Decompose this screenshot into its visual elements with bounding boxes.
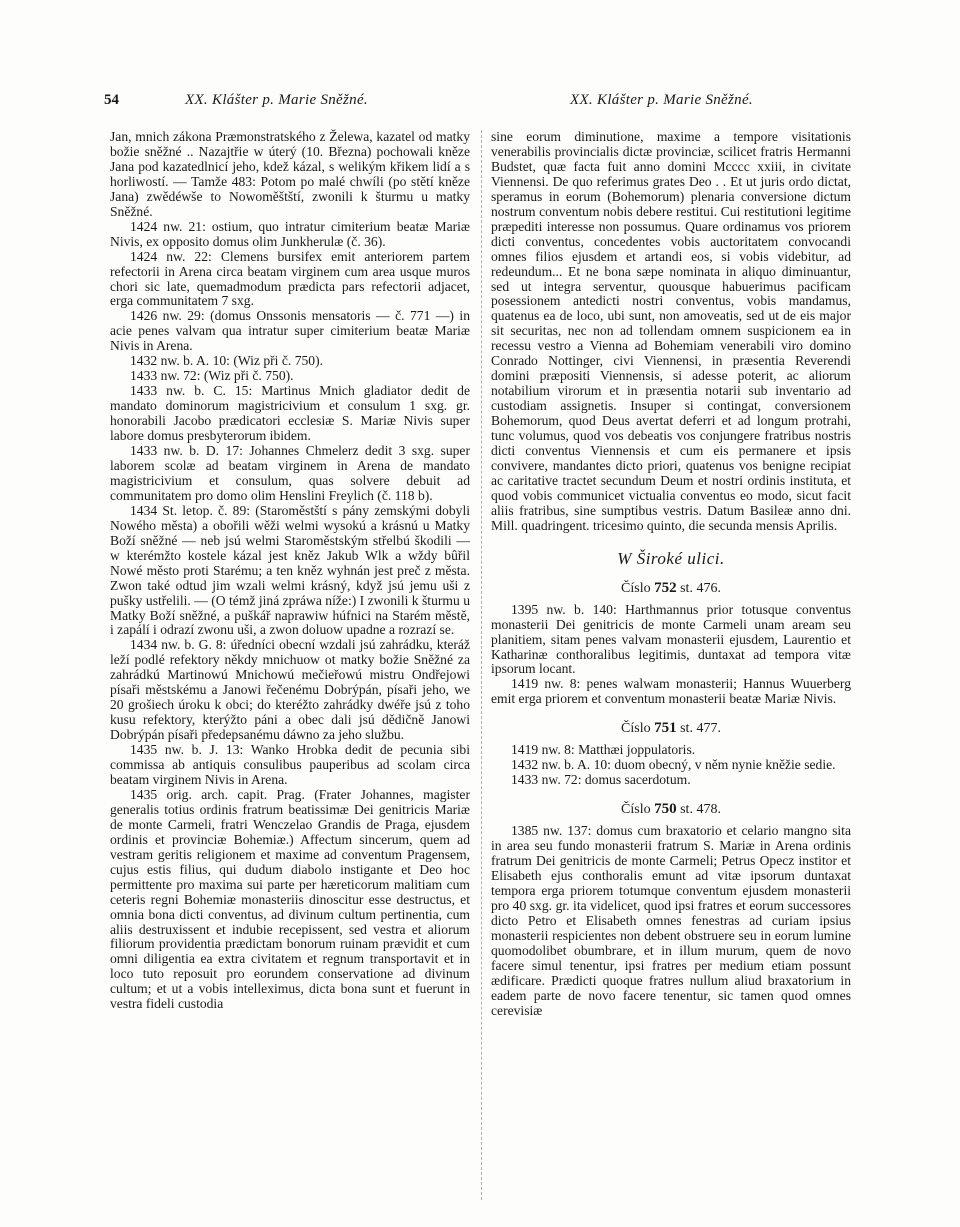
running-head-right: XX. Klášter p. Marie Sněžné. <box>570 92 753 108</box>
paragraph: 1424 nw. 21: ostium, quo intratur cimiterium beatæ Mariæ Nivis, ex opposito domus olim Junkherulæ (č. 36). <box>110 218 470 249</box>
heading-suffix: st. 476. <box>680 580 721 596</box>
paragraph: 1395 nw. b. 140: Harthmannus prior totusque conventus monasterii Dei genitricis de monte Carmeli unam aream seu planitiem, sitam penes valvam monasterii ejusdem, Laurentio et Katharinæ conthoralibus legitimis, duntaxat ad tempora vitæ ipsorum locant. <box>491 601 851 677</box>
paragraph: sine eorum diminutione, maxime a tempore visitationis venerabilis provincialis dictæ provinciæ, scilicet fratris Hermanni Budstet, quæ facta fuit anno domini Mcccc xxiii, in civitate Viennensi. De quo referimus grates Deo . . Et ut juris ordo dictat, speramus in eorum (Bohemorum) plenaria conversione dictum nostrum conventum nobis debere restitui. Cui restitutioni legitime præpediti interesse non possumus. Quare ordinamus vos priorem dicti conventus, concedentes vobis auctoritatem convocandi omnes filios ejusdem et artandi eos, si vobis videbitur, ad redeundum... Et ne bona sæpe nominata in aliquo diminuantur, sed ut integra serventur, quousque habuerimus pacificam posessionem antedicti nostri conventus, vobis mandamus, quatenus ea de loco, ubi sunt, non amoveatis, sed ut de eis major sit securitas, nec non ad tollendam omnem suspicionem ea in recessu vestro a Vienna ad Bohemiam venerabili viro domino Conrado Nottinger, civi Viennensi, in præsentia Reverendi domini præpositi Viennensis, si adesse poterit, ac aliorum notabilium virorum et in præsentia notarii sub inventario ad custodiam assignetis. Insuper si contingat, conversionem Bohemorum, quod Deus avertat deferri et ad longum protrahi, tunc volumus, quod vos debeatis vos conjungere fratribus nostris dicti conventus Viennensis et cum eis permanere et ipsis convivere, mandantes dicto priori, quatenus vos benigne recipiat ac caritative tractet secundum Deum et nostri ordinis instituta, et quod vobis communicet victualia conventus eo modo, sicut facit aliis fratribus, sine sumptibus vestris. Datum Basileæ anno dni. Mill. quadringent. tricesimo quinto, die secunda mensis Aprilis. <box>491 129 851 533</box>
heading-prefix: Číslo <box>621 802 651 818</box>
paragraph: 1432 nw. b. A. 10: duom obecný, v něm nynie kněžie sedie. <box>511 757 836 773</box>
entry-heading <box>491 802 851 818</box>
paragraph: 1424 nw. 22: Clemens bursifex emit anteriorem partem refectorii in Arena circa beatam virginem cum area usque muros chori sic late, quemadmodum prædicta pars refectorii adjacet, erga communitatem 7 sxg. <box>110 248 470 309</box>
heading-prefix: Číslo <box>621 721 651 737</box>
paragraph: 1433 nw. 72: (Wiz při č. 750). <box>130 368 294 384</box>
right-column <box>491 130 851 1018</box>
entry-heading <box>491 721 851 737</box>
paragraph: 1433 nw. b. D. 17: Johannes Chmelerz dedit 3 sxg. super laborem scolæ ad beatam virginem in Arena de mandato magistricivium et consulum, quas solvere debuit ad communitatem pro domo olim Henslini Freylich (č. 118 b). <box>110 443 470 503</box>
heading-number: 752 <box>654 579 677 596</box>
paragraph: Jan, mnich zákona Præmonstratského z Želewa, kazatel od matky božie sněžné .. Nazajtřie w úterý (10. Března) pochowali kněze Jana pod kazatedlnicí jeho, kdež kázal, s welikým křikem lidí a s horliwostí. — Tamže 483: Potom po malé chwíli (po stětí kněze Jana) zwědéwše to Nowoměštští, zwonili k šturmu u matky Sněžné. <box>110 129 470 219</box>
heading-number: 750 <box>654 801 677 818</box>
heading-suffix: st. 477. <box>680 721 721 737</box>
left-column <box>110 130 470 1012</box>
heading-suffix: st. 478. <box>680 802 721 818</box>
heading-prefix: Číslo <box>621 580 651 596</box>
column-divider <box>481 130 482 1200</box>
paragraph: 1434 St. letop. č. 89: (Staroměstští s pány zemskými dobyli Nowého města) a obořili wěži welmi wysokú a krásnú u Matky Boží sněžné — neb jsú welmi Staroměstským střelbú škodili — w kterémžto kostele kázal jest kněz Jakub Wlk a wždy bûřil Nowé město proti Starému; a ten kněz wyhnán jest preč z města. Zwon také odtud jim wzali welmi krásný, když jsú jemu uši z pušky ustřelili. — (O témž jiná zpráwa níže:) I zwonili k šturmu u Matky Boží sněžné, a puškář naprawiw húfnici na Starém městě, i zapálí i odrazí zwonu uši, a zwon doluow upadne a rozrazí se. <box>110 502 470 638</box>
entry-heading <box>491 581 851 597</box>
heading-number: 751 <box>654 720 677 737</box>
paragraph: 1385 nw. 137: domus cum braxatorio et celario mangno sita in area seu fundo monasterii fratrum S. Mariæ in Arena ordinis fratrum Dei genitricis de monte Carmeli; Petrus Opecz institor et Elisabeth ejus conthoralis emunt ad vitæ ipsorum duntaxat tempora erga priorem totumque conventum ejusdem monasterii pro 40 sxg. gr. ita videlicet, quod ipsi fratres et eorum successores dicto Petro et Elisabeth omnes fenestras ad curiam ipsius monasterii respicientes non debent obstruere seu in eorum lumine quomodolibet obumbrare, et in illum murum, quem de novo facere simul tenentur, ipsi fratres per medium etiam possunt ædificare. Prædicti quoque fratres nullum aliud braxatorium in eadem parte de novo facere tenentur, sic tamen quod omnes cerevisiæ <box>491 823 851 1018</box>
running-head-left: XX. Klášter p. Marie Sněžné. <box>185 92 368 108</box>
page-number: 54 <box>104 92 119 108</box>
paragraph: 1433 nw. 72: domus sacerdotum. <box>511 772 691 788</box>
paragraph: 1426 nw. 29: (domus Onssonis mensatoris — č. 771 —) in acie penes valvam qua intratur super cimiterium beatæ Mariæ Nivis in Arena. <box>110 308 470 354</box>
paragraph: 1435 orig. arch. capit. Prag. (Frater Johannes, magister generalis totius ordinis fratrum beatissimæ Dei genitricis Mariæ de monte Carmeli, fratri Wenczelao Grandis de Praga, ejusdem ordinis et provinciæ Bohemiæ.) Affectum sincerum, quem ad vestram geritis religionem et maxime ad conventum Pragensem, cujus estis filius, qui dudum diabolo instigante et Deo hoc permittente pro maxima sui parte per hæreticorum malitiam cum ceteris regni Bohemiæ monasteriis dinoscitur esse destructus, et omnia bona dicti conventus, ad divinum cultum pertinentia, cum aliis destruxissent et indubie recepissent, sed vestra et aliorum filiorum providentia prædictam bonorum ruinam prævidit et cum omni diligentia ea extra civitatem et regnum transportavit et in loco tuto reposuit pro eorundem conservatione ad divinum cultum; et ut a vobis intelleximus, dicta bona sunt et fuerunt in vestra fideli custodia <box>110 786 470 1012</box>
section-title: W Široké ulici. <box>617 548 725 568</box>
paragraph: 1419 nw. 8: penes walwam monasterii; Hannus Wuuerberg emit erga priorem et conventum monasterii beatæ Mariæ Nivis. <box>491 676 851 707</box>
paragraph: 1435 nw. b. J. 13: Wanko Hrobka dedit de pecunia sibi commissa ab antiquis consulibus pauperibus ad scolam circa beatam virginem Nivis in Arena. <box>110 742 470 787</box>
paragraph: 1432 nw. b. A. 10: (Wiz při č. 750). <box>130 353 324 369</box>
paragraph: 1419 nw. 8: Matthæi joppulatoris. <box>511 742 696 758</box>
paragraph: 1433 nw. b. C. 15: Martinus Mnich gladiator dedit de mandato dominorum magistricivium et consulum 1 sxg. gr. honorabili Jacobo prædicatori ecclesiæ S. Mariæ Nivis super labore domus presbyterorum ibidem. <box>110 383 470 444</box>
paragraph: 1434 nw. b. G. 8: úředníci obecní wzdali jsú zahrádku, kteráž leží podlé refektory někdy mnichuow ot matky božie Sněžné za zahrádkú Martinowú Mnichowú mečieřowú mistru Ondřejowi písaři městskému a Janowi řečenému Dobrýpán, písaři jeho, we 20 grošiech úroku k obci; do kteréžto zahrádky dwéře jsú z toho kusu refektory, kterýžto páni a obec dali jsú dědičně Janowi Dobrýpán písaři předepsanému dáwno za jeho službu. <box>110 637 470 743</box>
